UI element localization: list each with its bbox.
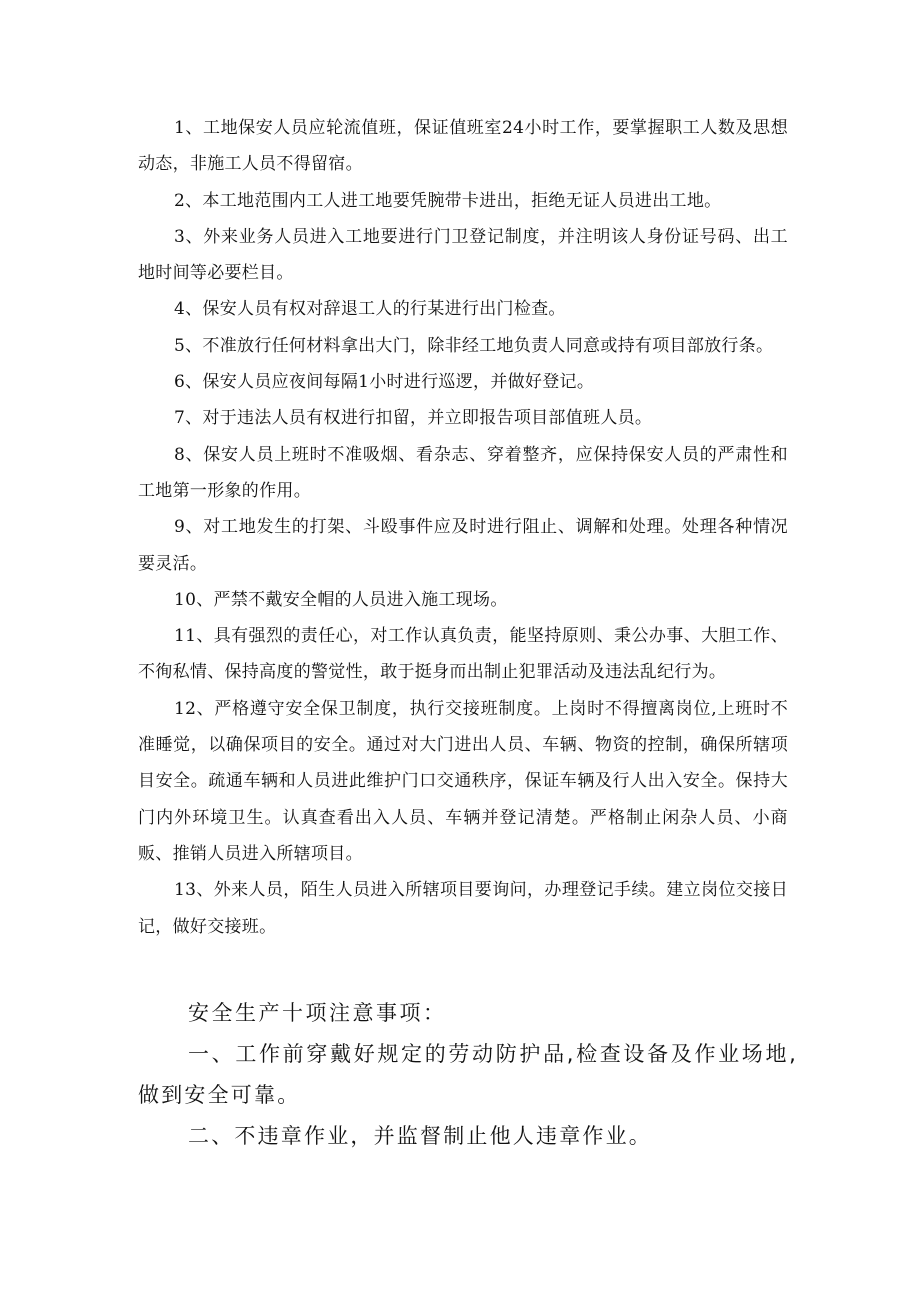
rule-item: 5、不准放行任何材料拿出大门，除非经工地负责人同意或持有项目部放行条。 <box>174 335 774 356</box>
rule-item: 10、严禁不戴安全帽的人员进入施工现场。 <box>174 589 508 610</box>
rule-item: 1、工地保安人员应轮流值班，保证值班室24小时工作，要掌握职工人数及思想动态，非施工人员不得留宿。 <box>138 118 788 175</box>
rule-item: 6、保安人员应夜间每隔1小时进行巡逻，并做好登记。 <box>174 372 595 393</box>
rule-item: 2、本工地范围内工人进工地要凭腕带卡进出，拒绝无证人员进出工地。 <box>174 190 722 211</box>
rule-item: 9、对工地发生的打架、斗殴事件应及时进行阻止、调解和处理。处理各种情况要灵活。 <box>138 517 788 574</box>
rule-item: 7、对于违法人员有权进行扣留，并立即报告项目部值班人员。 <box>174 408 653 429</box>
security-rules-list <box>138 110 788 945</box>
section-title: 安全生产十项注意事项： <box>188 1001 447 1025</box>
rule-item: 12、严格遵守安全保卫制度，执行交接班制度。上岗时不得擅离岗位,上班时不准睡觉，以确保项目的安全。通过对大门进出人员、车辆、物资的控制，确保所辖项目安全。疏通车辆和人员进此维护门口交通秩序，保证车辆及行人出入安全。保持大门内外环境卫生。认真查看出入人员、车辆并登记清楚。严格制止闲杂人员、小商贩、推销人员进入所辖项目。 <box>138 698 788 864</box>
safety-section <box>138 992 798 1157</box>
rule-item: 11、具有强烈的责任心，对工作认真负责，能坚持原则、秉公办事、大胆工作、不徇私情、保持高度的警觉性，敢于挺身而出制止犯罪活动及违法乱纪行为。 <box>138 626 788 683</box>
safety-item: 一、工作前穿戴好规定的劳动防护品,检查设备及作业场地,做到安全可靠。 <box>138 1042 798 1107</box>
safety-item: 二、不违章作业，并监督制止他人违章作业。 <box>188 1124 652 1148</box>
rule-item: 8、保安人员上班时不准吸烟、看杂志、穿着整齐，应保持保安人员的严肃性和工地第一形象的作用。 <box>138 444 788 501</box>
rule-item: 13、外来人员，陌生人员进入所辖项目要询问，办理登记手续。建立岗位交接日记，做好交接班。 <box>138 880 788 937</box>
rule-item: 3、外来业务人员进入工地要进行门卫登记制度，并注明该人身份证号码、出工地时间等必要栏目。 <box>138 226 788 284</box>
rule-item: 4、保安人员有权对辞退工人的行某进行出门检查。 <box>174 299 566 320</box>
